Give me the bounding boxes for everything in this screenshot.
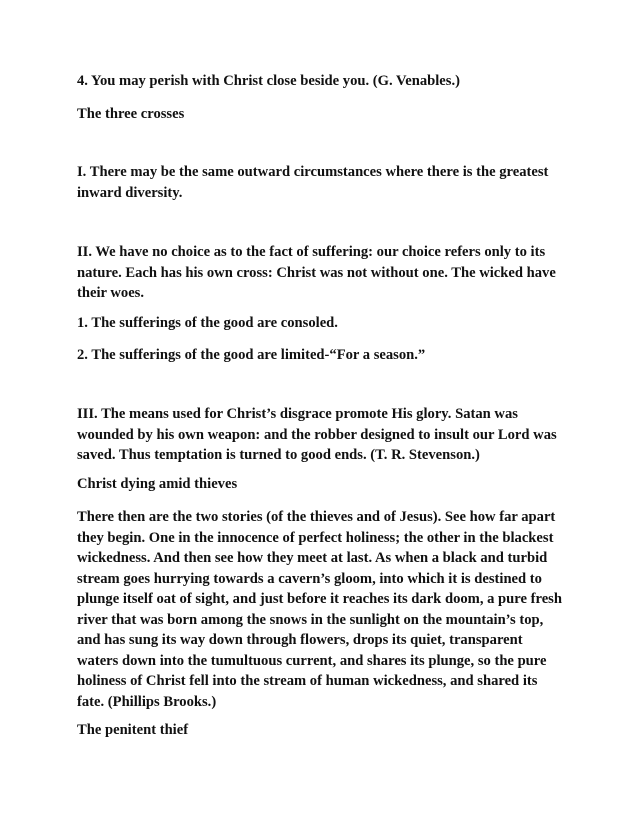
roman-point-3: III. The means used for Christ’s disgrace promote His glory. Satan was wounded by his own weapon: and the robber designed to insult our Lord was saved. Thus temptation is turned to good ends. (T. R. Stevenson.)	[77, 406, 557, 463]
section-heading-penitent-thief: The penitent thief	[77, 722, 189, 738]
body-paragraph-two-stories: There then are the two stories (of the thieves and of Jesus). See how far apart they begin. One in the innocence of perfect holiness; the other in the blackest wickedness. And then see how they meet at last. As when a black and turbid stream goes hurrying towards a cavern’s gloom, into which it is destined to plunge itself oat of sight, and just before it reaches its dark doom, a pure fresh river that was born among the snows in the sunlight on the mountain’s top, and has sung its way down through flowers, drops its quiet, transparent waters down into the tumultuous current, and shares its plunge, so the pure holiness of Christ fell into the stream of human wickedness, and shared its fate. (Phillips Brooks.)	[77, 509, 562, 710]
section-heading-christ-dying: Christ dying amid thieves	[77, 476, 238, 492]
roman-point-1: I. There may be the same outward circumstances where there is the greatest inward diversity.	[77, 164, 549, 201]
section-heading-three-crosses: The three crosses	[77, 106, 185, 122]
numbered-point-2: 2. The sufferings of the good are limited-“For a season.”	[77, 347, 426, 363]
roman-point-2: II. We have no choice as to the fact of suffering: our choice refers only to its nature. Each has his own cross: Christ was not without one. The wicked have their woes.	[77, 244, 556, 301]
numbered-point-1: 1. The sufferings of the good are consoled.	[77, 315, 338, 331]
numbered-point-4: 4. You may perish with Christ close beside you. (G. Venables.)	[77, 73, 460, 89]
